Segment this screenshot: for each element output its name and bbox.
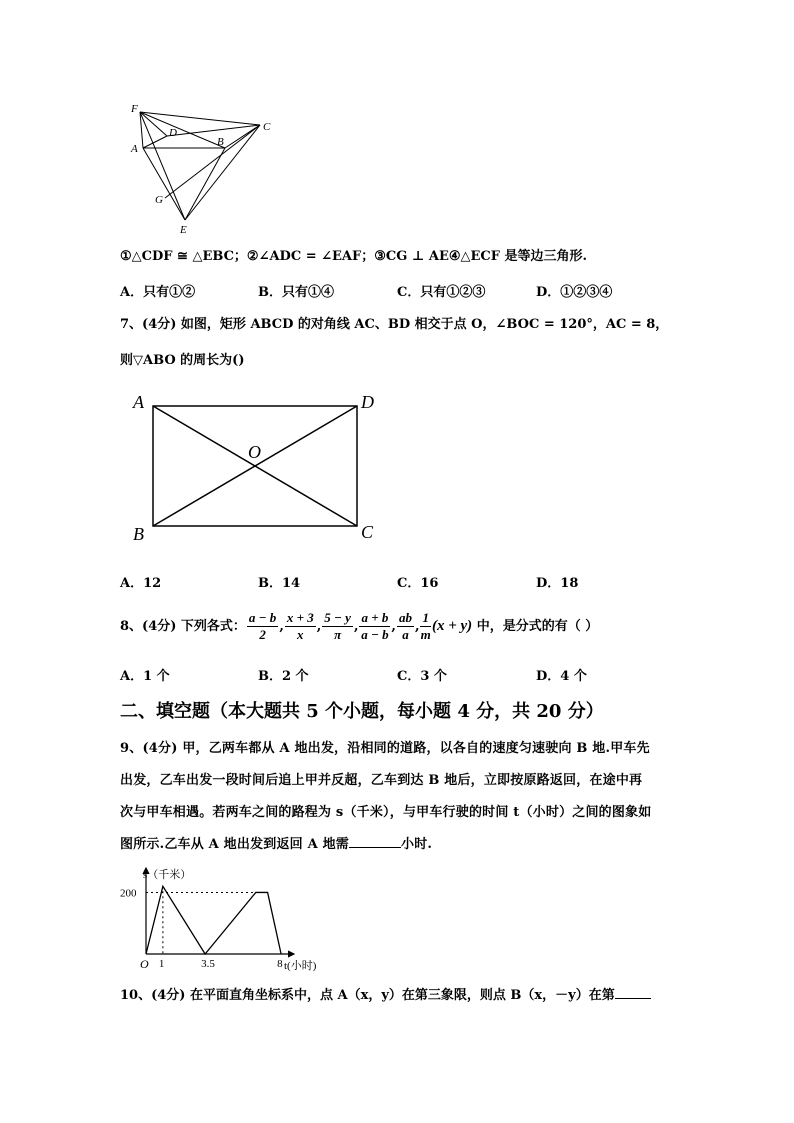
fraction-4-numerator: a + b xyxy=(361,610,389,625)
fraction-6-numerator: 1 xyxy=(422,610,429,625)
section-title: 二、填空题（本大题共 5 个小题，每小题 4 分，共 20 分） xyxy=(120,701,604,722)
q9-line4 xyxy=(120,829,680,861)
q8-option-b[interactable]: B．2 个 xyxy=(258,669,309,684)
fraction-3 xyxy=(322,610,353,643)
fraction-1 xyxy=(247,610,278,643)
q8-option-c[interactable]: C．3 个 xyxy=(397,669,447,684)
answer-blank[interactable] xyxy=(349,847,401,848)
q9-line4-text: 图所示.乙车从 A 地出发到返回 A 地需 xyxy=(120,837,350,852)
geometry-figure-1 xyxy=(125,100,275,240)
q9-paragraph xyxy=(120,733,680,861)
label-a: A xyxy=(133,392,144,412)
segment-fd xyxy=(140,112,167,136)
label-b: B xyxy=(133,524,144,544)
q10-text: 10、(4分) 在平面直角坐标系中，点 A（x，y）在第三象限，则点 B（x，－y）在第 xyxy=(120,988,615,1003)
q6-option-d[interactable]: D．①②③④ xyxy=(536,285,613,300)
q9-line4-end: 小时. xyxy=(401,837,433,852)
label-e: E xyxy=(180,224,187,236)
q8-prefix: 8、(4分) 下列各式： xyxy=(120,619,246,634)
segment-fc xyxy=(140,112,260,125)
fraction-2-numerator: x + 3 xyxy=(286,610,314,625)
series-line-s xyxy=(146,886,281,954)
fraction-1-denominator: 2 xyxy=(259,627,266,642)
fraction-5-numerator: ab xyxy=(398,610,412,625)
x-tick-label: 3.5 xyxy=(201,958,215,970)
label-c: C xyxy=(263,121,271,133)
q7-line2: 则▽ABO 的周长为() xyxy=(120,353,245,368)
x-axis-label: t(小时) xyxy=(284,960,317,972)
segment-ad xyxy=(143,136,167,148)
label-d: D xyxy=(169,127,177,139)
q8-line: 8、(4分) 下列各式： $\frac{a - b}{2}$ , $\frac{x + 3}{x}$ , $\frac{5 - y}{\pi}$ , $\frac{a + b}{a - b}$ , $\frac{ab}{a}$ , $\frac{1}{m}$ (x + y) 中，是分式的有（ ） xyxy=(120,610,599,642)
label-f: F xyxy=(131,103,138,115)
fraction-3-numerator: 5 − y xyxy=(324,610,351,625)
q7-option-b[interactable]: B．14 xyxy=(258,576,301,591)
q9-line3: 次与甲车相遇。若两车之间的路程为 s（千米），与甲车行驶的时间 t（小时）之间的图象如 xyxy=(120,805,652,820)
fraction-3-denominator: π xyxy=(334,627,342,642)
rectangle-figure xyxy=(128,388,384,548)
q7-option-d[interactable]: D．18 xyxy=(536,576,579,591)
q9-line1: 9、(4分) 甲，乙两车都从 A 地出发，沿相同的道路，以各自的速度匀速驶向 B 地.甲车先 xyxy=(120,741,650,756)
q10-answer-blank[interactable] xyxy=(615,998,651,999)
q7-option-c[interactable]: C．16 xyxy=(397,576,439,591)
q8-suffix: 中，是分式的有（ ） xyxy=(472,619,599,634)
label-o: O xyxy=(248,442,261,462)
q8-option-a[interactable]: A．1 个 xyxy=(120,669,170,684)
label-d: D xyxy=(361,392,374,412)
label-b: B xyxy=(217,136,224,148)
q6-option-b[interactable]: B．只有①④ xyxy=(258,285,334,300)
q10-line xyxy=(120,987,651,1005)
x-tick-label: 8 xyxy=(277,958,283,970)
y-axis-label: s（千米） xyxy=(143,869,192,881)
fraction-2 xyxy=(285,610,316,643)
label-a: A xyxy=(131,143,138,155)
q6-option-a[interactable]: A．只有①② xyxy=(120,285,196,300)
origin-label: O xyxy=(140,957,149,971)
fraction-4 xyxy=(359,610,390,643)
segment-be xyxy=(185,148,225,220)
fraction-6 xyxy=(420,610,431,643)
fraction-6-denominator: m xyxy=(420,627,431,642)
fraction-5-denominator: a xyxy=(402,627,409,642)
distance-time-chart xyxy=(118,862,338,974)
x-tick-label: 1 xyxy=(158,958,165,970)
segment-ae xyxy=(143,148,185,220)
segment-cg xyxy=(165,125,260,198)
q6-option-c[interactable]: C．只有①②③ xyxy=(397,285,486,300)
label-g: G xyxy=(155,194,163,206)
fraction-4-denominator: a − b xyxy=(361,627,389,642)
q7-option-a[interactable]: A．12 xyxy=(120,576,162,591)
q8-tail-expression: (x + y) xyxy=(431,618,473,634)
fraction-5 xyxy=(397,610,414,643)
q6-statements: ①△CDF ≅ △EBC；②∠ADC = ∠EAF；③CG ⊥ AE④△ECF 是等边三角形. xyxy=(120,249,588,264)
q9-line2: 出发，乙车出发一段时间后追上甲并反超，乙车到达 B 地后，立即按原路返回，在途中再 xyxy=(120,773,643,788)
label-c: C xyxy=(361,522,374,542)
y-tick-label: 200 xyxy=(120,887,137,900)
fraction-2-denominator: x xyxy=(297,627,304,642)
q7-line1: 7、(4分) 如图，矩形 ABCD 的对角线 AC、BD 相交于点 O，∠BOC = 120°，AC = 8， xyxy=(120,317,669,332)
q8-option-d[interactable]: D．4 个 xyxy=(536,669,587,684)
fraction-1-numerator: a − b xyxy=(248,610,277,625)
